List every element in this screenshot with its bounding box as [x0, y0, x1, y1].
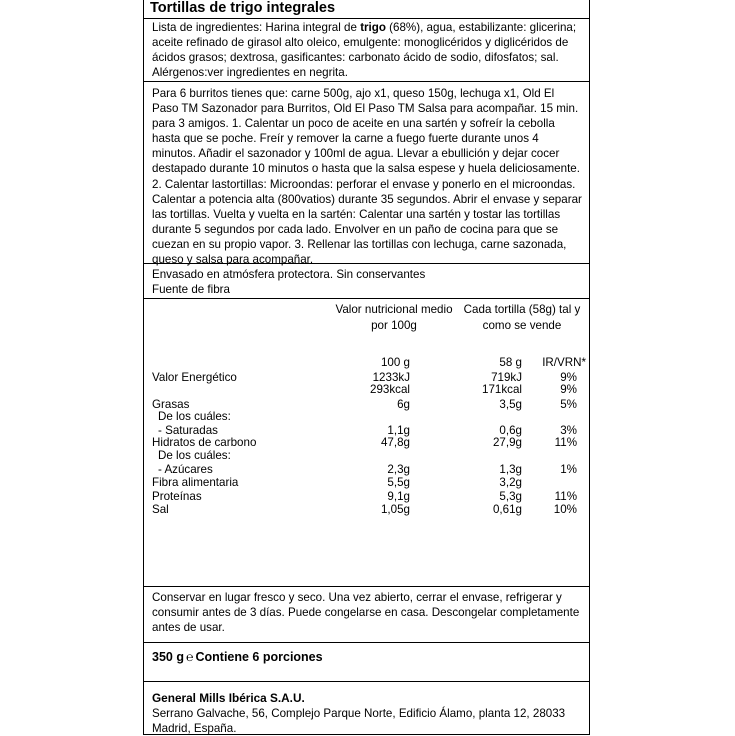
- company-address: Serrano Galvache, 56, Complejo Parque Norte, Edificio Álamo, planta 12, 28033 Madrid, España.: [152, 707, 566, 735]
- col-header-per-100g: Valor nutricional medio por 100g: [335, 303, 453, 332]
- net-divider: [144, 642, 590, 643]
- value-per-portion: 0,6g: [499, 424, 522, 437]
- product-label: [143, 0, 590, 735]
- nutrient-label: Grasas: [152, 398, 190, 411]
- nutrient-sublabel: De los cuáles:: [158, 410, 231, 423]
- value-ir: 11%: [554, 490, 577, 503]
- col-header-per-portion: Cada tortilla (58g) tal y como se vende: [463, 303, 581, 332]
- product-title: Tortillas de trigo integrales: [150, 0, 336, 16]
- nutrient-label: - Azúcares: [158, 463, 213, 476]
- nutrient-label: Sal: [152, 503, 169, 516]
- value-ir: 3%: [560, 424, 577, 437]
- value-ir: 9%: [560, 371, 577, 384]
- storage-divider: [144, 586, 590, 587]
- value-per-portion: 27,9g: [492, 436, 522, 449]
- nutrition-divider: [144, 298, 590, 299]
- value-per-portion: 3,5g: [499, 398, 522, 411]
- net-quantity: [152, 650, 323, 664]
- estimated-sign-icon: ℮: [185, 650, 194, 664]
- portion-count: Contiene 6 porciones: [195, 650, 323, 664]
- value-per-100g: 1,1g: [387, 424, 410, 437]
- company-divider: [144, 681, 590, 682]
- value-per-100g: 293kcal: [370, 383, 410, 396]
- value-per-100g: 5,5g: [387, 476, 410, 489]
- title-divider: [144, 18, 590, 19]
- ingredients-text-end: (68%), agua, estabilizante: glicerina; aceite refinado de girasol alto oleico, emulgente: monoglicéridos y diglicéridos de ácidos grasos; dextrosa, gasificantes: carbonato ácido de sodio, difosfatos; sal. Alérgenos:ver ingredientes en negrita.: [152, 21, 577, 80]
- value-per-portion: 171kcal: [482, 383, 522, 396]
- value-per-portion: 719kJ: [491, 371, 522, 384]
- storage-instructions: Conservar en lugar fresco y seco. Una vez abierto, cerrar el envase, refrigerar y consumir antes de 3 días. Puede congelarse en casa. Descongelar completamente antes de usar.: [152, 591, 580, 635]
- unit-100g: 100 g: [380, 356, 410, 369]
- value-ir: 1%: [560, 463, 577, 476]
- recipe-divider: [144, 263, 590, 264]
- value-ir: 11%: [554, 436, 577, 449]
- unit-ir-vrn: IR/VRN*: [542, 356, 586, 369]
- nutrient-label: Fibra alimentaria: [152, 476, 239, 489]
- nutrient-label: Valor Energético: [152, 371, 237, 384]
- value-per-100g: 2,3g: [387, 463, 410, 476]
- value-per-100g: 6g: [397, 398, 410, 411]
- ingredients-text-start: Lista de ingredientes: Harina integral de: [152, 21, 361, 34]
- value-ir: 5%: [560, 398, 577, 411]
- value-per-100g: 9,1g: [387, 490, 410, 503]
- nutrient-sublabel: De los cuáles:: [158, 449, 231, 462]
- net-weight: 350 g: [152, 650, 184, 664]
- fiber-claim: Fuente de fibra: [152, 283, 230, 296]
- ingredients-divider: [144, 81, 590, 82]
- nutrient-label: - Saturadas: [158, 424, 218, 437]
- value-per-100g: 1233kJ: [372, 371, 410, 384]
- nutrient-label: Proteínas: [152, 490, 202, 503]
- value-per-portion: 5,3g: [499, 490, 522, 503]
- value-per-100g: 1,05g: [380, 503, 410, 516]
- ingredients-list: [152, 20, 582, 80]
- nutrient-label: Hidratos de carbono: [152, 436, 257, 449]
- value-per-portion: 1,3g: [499, 463, 522, 476]
- company-name: General Mills Ibérica S.A.U.: [152, 691, 305, 705]
- value-per-portion: 3,2g: [499, 476, 522, 489]
- value-ir: 10%: [553, 503, 577, 516]
- unit-58g: 58 g: [499, 356, 522, 369]
- value-per-portion: 0,61g: [492, 503, 522, 516]
- packaging-note: Envasado en atmósfera protectora. Sin conservantes: [152, 268, 426, 281]
- recipe-instructions: Para 6 burritos tienes que: carne 500g, ajo x1, queso 150g, lechuga x1, Old El Paso TM Sazonador para Burritos, Old El Paso TM Salsa para acompañar. 15 min. para 3 amigos. 1. Calentar un poco de aceite en una sartén y sofreír la cebolla hasta que se poche. Freír y remover la carne a fuego fuerte durante unos 4 minutos. Añadir el sazonador y 100ml de agua. Llevar a ebullición y dejar cocer destapado durante 10 minutos o hasta que la salsa espese y huela deliciosamente. 2. Calentar lastortillas: Microondas: perforar el envase y ponerlo en el microondas. Calentar a potencia alta (800vatios) durante 35 segundos. Abrir el envase y separar las tortillas. Vuelta y vuelta en la sartén: Calentar una sartén y tostar las tortillas durante 5 segundos por cada lado. Envolver en un paño de cocina para que se cuezan en su propio vapor. 3. Rellenar las tortillas con lechuga, carne sazonada, queso y salsa para acompañar.: [152, 87, 582, 267]
- value-ir: 9%: [560, 383, 577, 396]
- value-per-100g: 47,8g: [380, 436, 410, 449]
- allergen-trigo: trigo: [360, 21, 386, 34]
